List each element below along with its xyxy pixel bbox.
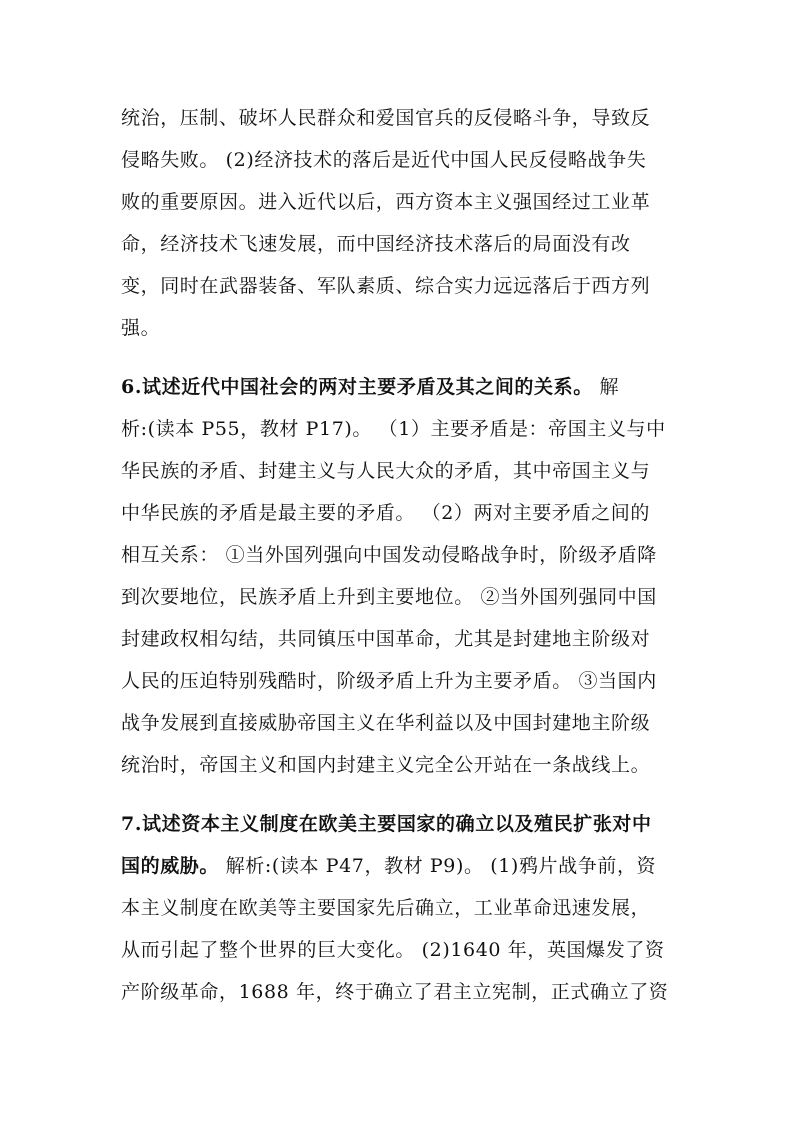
question-6-title: 6.试述近代中国社会的两对主要矛盾及其之间的关系。 [121,376,593,398]
paragraph-gap [121,786,669,803]
text-line: 析:(读本 P55，教材 P17)。 （1）主要矛盾是：帝国主义与中 [121,418,666,440]
question-6-title-line [121,366,669,408]
text-line: 相互关系： ①当外国列强向中国发动侵略战争时，阶级矛盾降 [121,544,657,566]
text-line: 命，经济技术飞速发展，而中国经济技术落后的局面没有改 [121,233,631,255]
text-line: 强。 [121,317,161,339]
text-line: 统治时，帝国主义和国内封建主义完全公开站在一条战线上。 [121,754,651,776]
question-6 [121,366,669,786]
paragraph-gap [121,349,669,366]
text-line: 本主义制度在欧美等主要国家先后确立，工业革命迅速发展， [121,897,651,919]
question-7-title-rest: 解析:(读本 P47，教材 P9)。 (1)鸦片战争前，资 [219,855,657,877]
text-line: 败的重要原因。进入近代以后，西方资本主义强国经过工业革 [121,191,651,213]
text-line: 侵略失败。 (2)经济技术的落后是近代中国人民反侵略战争失 [121,149,647,171]
question-7-title-line-1: 7.试述资本主义制度在欧美主要国家的确立以及殖民扩张对中 [121,813,652,835]
text-line: 从而引起了整个世界的巨大变化。 (2)1640 年，英国爆发了资 [121,939,665,961]
text-line: 战争发展到直接威胁帝国主义在华利益以及中国封建地主阶级 [121,712,651,734]
paragraph-1 [121,97,669,349]
text-line: 华民族的矛盾、封建主义与人民大众的矛盾，其中帝国主义与 [121,460,651,482]
document-page [121,97,669,1013]
text-line: 统治，压制、破坏人民群众和爱国官兵的反侵略斗争，导致反 [121,107,651,129]
text-line: 人民的压迫特别残酷时，阶级矛盾上升为主要矛盾。 ③当国内 [121,670,657,692]
text-line: 产阶级革命，1688 年，终于确立了君主立宪制，正式确立了资 [121,981,669,1003]
text-line: 到次要地位，民族矛盾上升到主要地位。 ②当外国列强同中国 [121,586,657,608]
question-6-title-rest: 解 [592,376,620,398]
text-line: 封建政权相勾结，共同镇压中国革命，尤其是封建地主阶级对 [121,628,651,650]
question-7 [121,803,669,1013]
text-line: 中华民族的矛盾是最主要的矛盾。 （2）两对主要矛盾之间的 [121,502,650,524]
text-line: 变，同时在武器装备、军队素质、综合实力远远落后于西方列 [121,275,651,297]
question-7-title-line-2 [121,845,669,887]
question-7-title-end: 国的威胁。 [121,855,220,877]
